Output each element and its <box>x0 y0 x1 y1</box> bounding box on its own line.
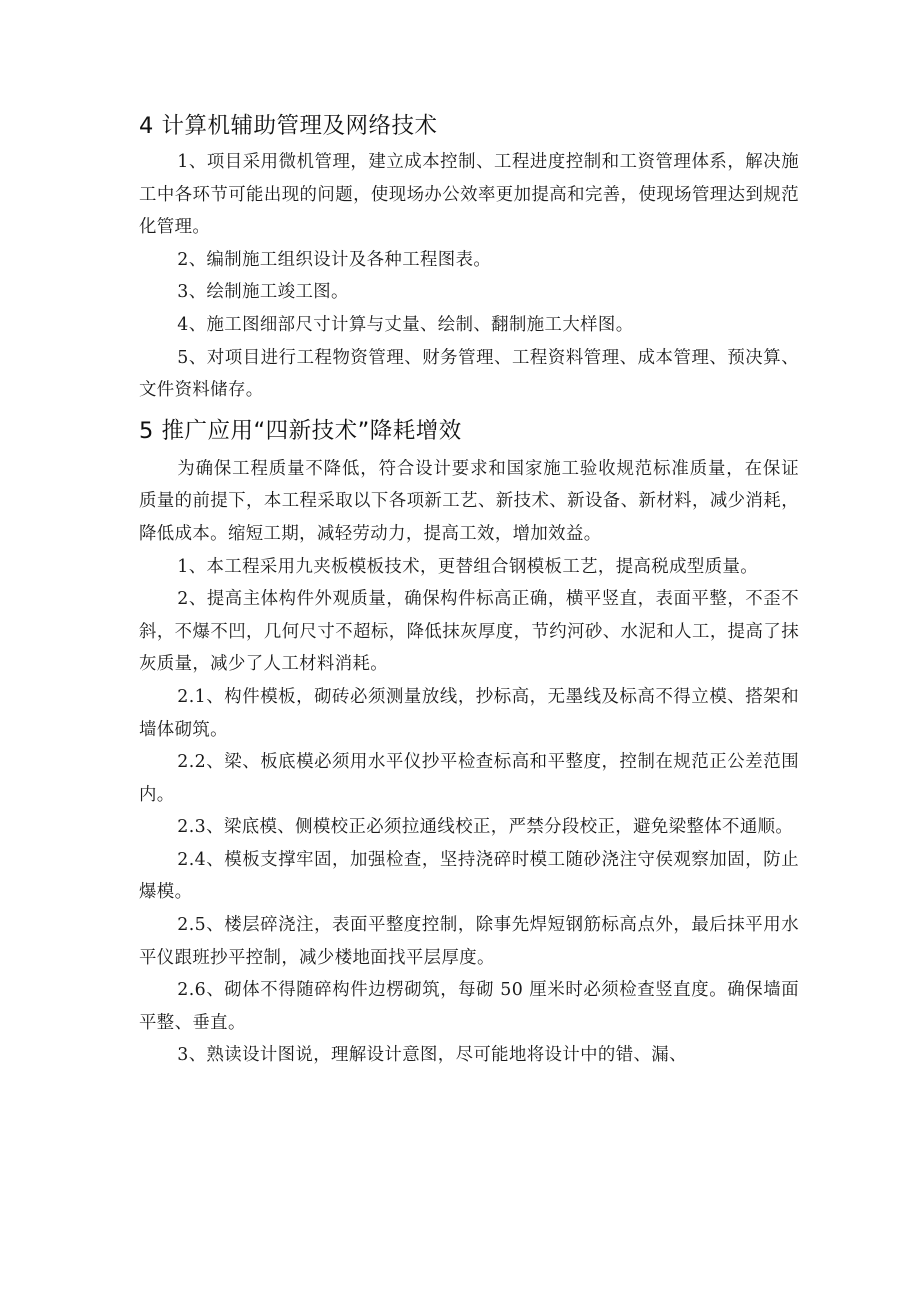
section-heading-four-new-technologies: 5 推广应用“四新技术”降耗增效 <box>139 417 462 444</box>
paragraph-item-3: 3、绘制施工竣工图。 <box>177 282 349 303</box>
paragraph-intro: 为确保工程质量不降低，符合设计要求和国家施工验收规范标准质量，在保证质量的前提下，本工程采取以下各项新工艺、新技术、新设备、新材料，减少消耗，降低成本。缩短工期，减轻劳动力，提高工效，增加效益。 <box>139 458 799 544</box>
paragraph-item-2: 2、提高主体构件外观质量，确保构件标高正确，横平竖直，表面平整，不歪不斜，不爆不凹，几何尺寸不超标，降低抹灰厚度，节约河砂、水泥和人工，提高了抹灰质量，减少了人工材料消耗。 <box>139 589 799 675</box>
paragraph-item-2-1: 2.1、构件模板，砌砖必须测量放线，抄标高，无墨线及标高不得立模、搭架和墙体砌筑。 <box>139 686 799 740</box>
document-body <box>139 108 799 1072</box>
paragraph-item-2-4: 2.4、模板支撑牢固，加强检查，坚持浇碎时模工随砂浇注守侯观察加固，防止爆模。 <box>139 849 799 903</box>
section-heading-computer-management: 4 计算机辅助管理及网络技术 <box>139 113 438 139</box>
paragraph-item-5: 5、对项目进行工程物资管理、财务管理、工程资料管理、成本管理、预决算、文件资料储存。 <box>139 347 799 401</box>
paragraph-item-3: 3、熟读设计图说，理解设计意图，尽可能地将设计中的错、漏、 <box>177 1045 687 1066</box>
paragraph-item-2: 2、编制施工组织设计及各种工程图表。 <box>177 249 492 270</box>
paragraph-item-2-3: 2.3、梁底模、侧模校正必须拉通线校正，严禁分段校正，避免梁整体不通顺。 <box>177 817 794 838</box>
paragraph-item-2-2: 2.2、梁、板底模必须用水平仪抄平检查标高和平整度，控制在规范正公差范围内。 <box>139 752 799 805</box>
paragraph-item-1: 1、本工程采用九夹板模板技术，更替组合钢模板工艺，提高税成型质量。 <box>177 556 759 577</box>
paragraph-item-1: 1、项目采用微机管理，建立成本控制、工程进度控制和工资管理体系，解决施工中各环节可能出现的问题，使现场办公效率更加提高和完善，使现场管理达到规范化管理。 <box>139 152 799 238</box>
paragraph-item-4: 4、施工图细部尺寸计算与丈量、绘制、翻制施工大样图。 <box>177 314 634 335</box>
paragraph-item-2-6: 2.6、砌体不得随碎构件边楞砌筑，每砌 50 厘米时必须检查竖直度。确保墙面平整、垂直。 <box>139 980 799 1033</box>
paragraph-item-2-5: 2.5、楼层碎浇注，表面平整度控制，除事先焊短钢筋标高点外，最后抹平用水平仪跟班抄平控制，减少楼地面找平层厚度。 <box>139 915 799 968</box>
